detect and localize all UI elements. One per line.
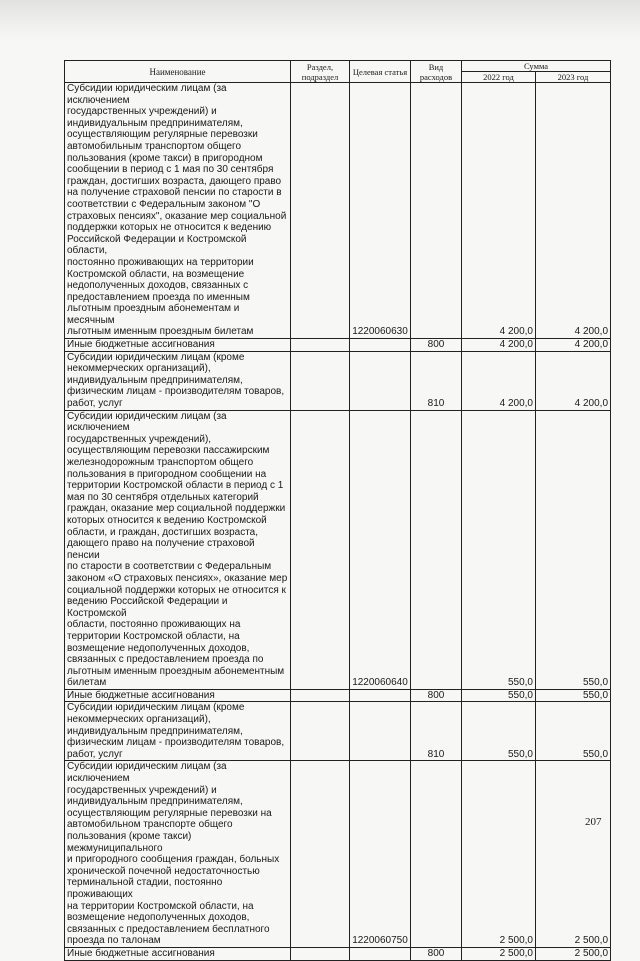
cell-name: Иные бюджетные ассигнования [65, 339, 291, 352]
cell-section [291, 83, 350, 339]
table-row [65, 351, 611, 410]
cell-sum-2023: 550,0 [536, 689, 611, 702]
table-row [65, 702, 611, 761]
cell-name: Иные бюджетные ассигнования [65, 689, 291, 702]
cell-target [350, 702, 411, 761]
cell-target: 1220060640 [350, 410, 411, 689]
cell-section [291, 410, 350, 689]
cell-sum-2023: 2 500,0 [536, 947, 611, 960]
header-name: Наименование [65, 61, 291, 83]
cell-sum-2022: 4 200,0 [462, 83, 536, 339]
header-year-2022: 2022 год [462, 72, 536, 83]
table-row [65, 410, 611, 689]
cell-target [350, 351, 411, 410]
header-year-2023: 2023 год [536, 72, 611, 83]
table-row [65, 761, 611, 948]
cell-kind: 800 [411, 689, 462, 702]
cell-sum-2022: 2 500,0 [462, 947, 536, 960]
cell-name: Субсидии юридическим лицам (кроме некоммерческих организаций), индивидуальным предпринимателям, физическим лицам - производителям товаров, работ, услуг [65, 351, 291, 410]
cell-section [291, 351, 350, 410]
cell-name: Иные бюджетные ассигнования [65, 947, 291, 960]
table-header [65, 61, 611, 83]
cell-section [291, 761, 350, 948]
budget-table [64, 60, 611, 961]
cell-sum-2023: 4 200,0 [536, 339, 611, 352]
header-sum: Сумма [462, 61, 611, 72]
cell-section [291, 947, 350, 960]
cell-sum-2023: 550,0 [536, 702, 611, 761]
cell-target [350, 689, 411, 702]
cell-target [350, 947, 411, 960]
table-row [65, 83, 611, 339]
page-number: 207 [585, 816, 602, 828]
cell-kind [411, 410, 462, 689]
cell-target: 1220060630 [350, 83, 411, 339]
cell-target [350, 339, 411, 352]
cell-kind [411, 761, 462, 948]
cell-section [291, 689, 350, 702]
cell-kind: 810 [411, 351, 462, 410]
cell-kind [411, 83, 462, 339]
cell-sum-2023: 550,0 [536, 410, 611, 689]
cell-sum-2023: 4 200,0 [536, 351, 611, 410]
cell-kind: 800 [411, 947, 462, 960]
table-row [65, 689, 611, 702]
cell-section [291, 702, 350, 761]
header-section: Раздел, подраздел [291, 61, 350, 83]
cell-sum-2022: 4 200,0 [462, 339, 536, 352]
table-row [65, 339, 611, 352]
cell-name: Субсидии юридическим лицам (за исключением государственных учреждений) и индивидуальным предпринимателям, осуществляющим регулярные перевозки на автомобильном транспорте общего пользования (кроме такси) межмуниципального и пригородного сообщения граждан, больных хронической почечной недостаточностью терминальной стадии, постоянно проживающих на территории Костромской области, на возмещение недополученных доходов, связанных с предоставлением бесплатного проезда по талонам [65, 761, 291, 948]
cell-sum-2022: 550,0 [462, 410, 536, 689]
cell-sum-2023: 2 500,0 [536, 761, 611, 948]
cell-kind: 800 [411, 339, 462, 352]
cell-name: Субсидии юридическим лицам (за исключением государственных учреждений) и индивидуальным предпринимателям, осуществляющим регулярные перевозки автомобильным транспортом общего пользования (кроме такси) в пригородном сообщении в период с 1 мая по 30 сентября граждан, достигших возраста, дающего право на получение страховой пенсии по старости в соответствии с Федеральным законом "О страховых пенсиях", оказание мер социальной поддержки которых не относится к ведению Российской Федерации и Костромской области, постоянно проживающих на территории Костромской области, на возмещение недополученных доходов, связанных с предоставлением проезда по именным льготным проездным абонементам и месячным льготным именным проездным билетам [65, 83, 291, 339]
cell-kind: 810 [411, 702, 462, 761]
table-body [65, 83, 611, 961]
cell-sum-2022: 550,0 [462, 702, 536, 761]
table-row [65, 947, 611, 960]
cell-name: Субсидии юридическим лицам (кроме некоммерческих организаций), индивидуальным предпринимателям, физическим лицам - производителям товаров, работ, услуг [65, 702, 291, 761]
cell-sum-2022: 2 500,0 [462, 761, 536, 948]
header-kind: Вид расходов [411, 61, 462, 83]
cell-section [291, 339, 350, 352]
cell-name: Субсидии юридическим лицам (за исключением государственных учреждений), осуществляющим перевозки пассажирским железнодорожным транспортом общего пользования в пригородном сообщении на территории Костромской области в период с 1 мая по 30 сентября отдельных категорий граждан, оказание мер социальной поддержки которых относится к ведению Костромской области, и граждан, достигших возраста, дающего право на получение страховой пенсии по старости в соответствии с Федеральным законом «О страховых пенсиях», оказание мер социальной поддержки которых не относится к ведению Российской Федерации и Костромской области, постоянно проживающих на территории Костромской области, на возмещение недополученных доходов, связанных с предоставлением проезда по льготным именным проездным абонементным билетам [65, 410, 291, 689]
header-target: Целевая статья [350, 61, 411, 83]
cell-target: 1220060750 [350, 761, 411, 948]
cell-sum-2022: 4 200,0 [462, 351, 536, 410]
cell-sum-2023: 4 200,0 [536, 83, 611, 339]
cell-sum-2022: 550,0 [462, 689, 536, 702]
scan-shadow [0, 0, 640, 40]
